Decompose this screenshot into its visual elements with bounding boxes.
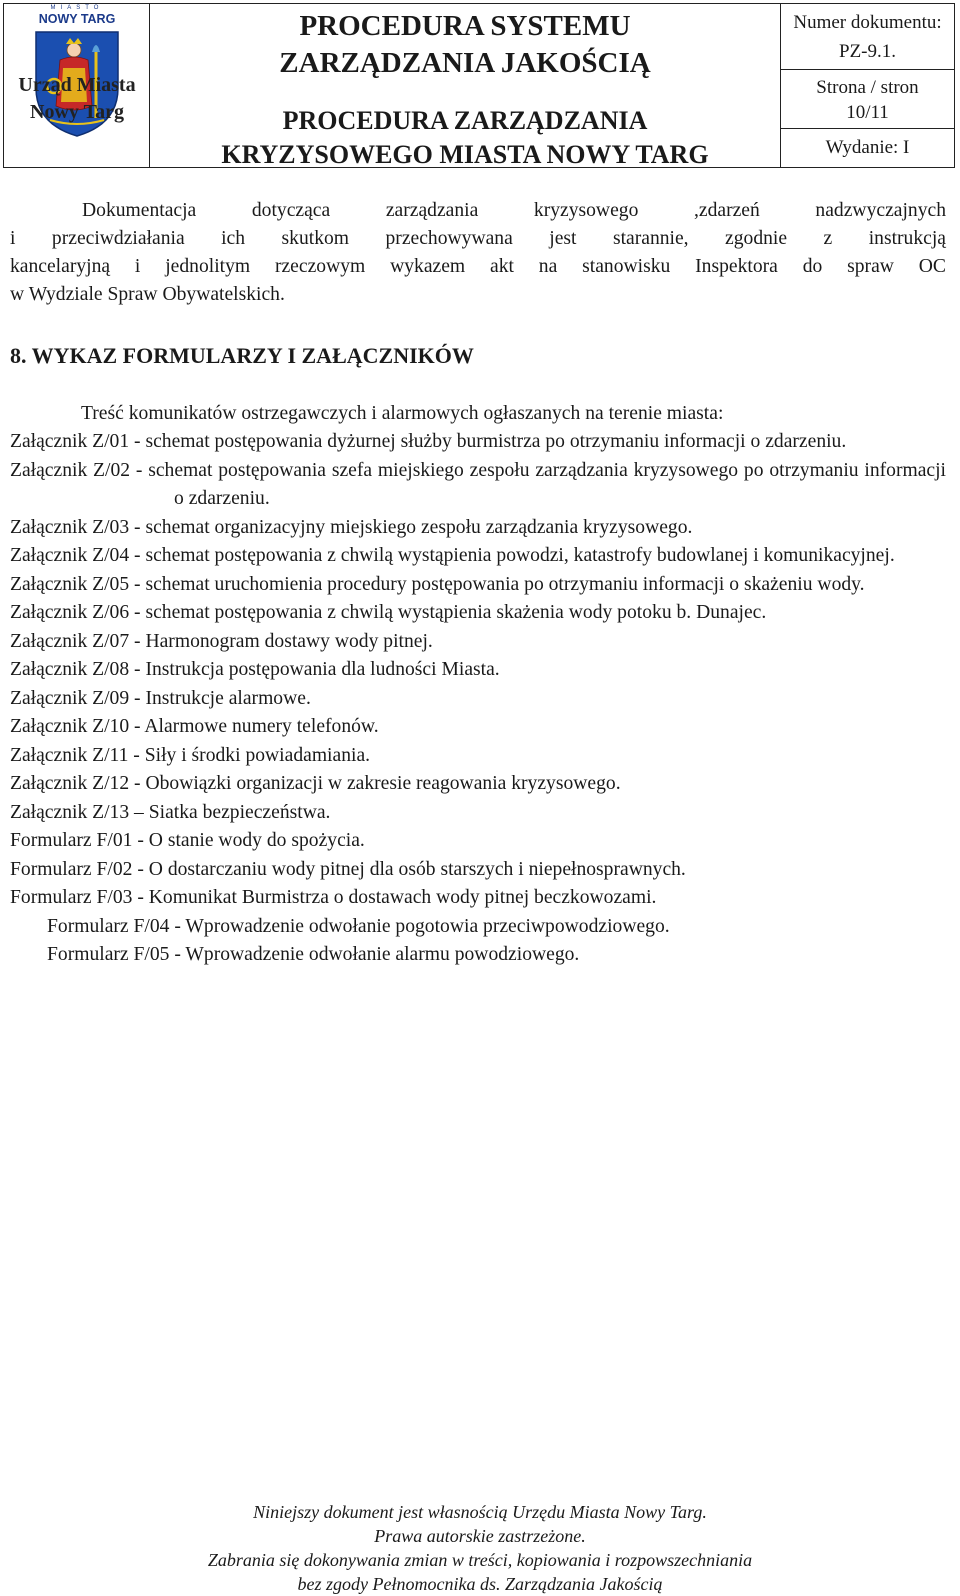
footer-line: Zabrania się dokonywania zmian w treści, kopiowania i rozpowszechniania [207,1550,753,1570]
list-item: Załącznik Z/01 - schemat postępowania dyżurnej służby burmistrza po otrzymaniu informacji o zdarzeniu. [10,431,847,452]
doc-number: PZ-9.1. [839,41,896,62]
list-item: Formularz F/04 - Wprowadzenie odwołanie pogotowia przeciwpowodziowego. [47,915,670,937]
page-cell [781,70,954,129]
list-item: Formularz F/02 - O dostarczaniu wody pitnej dla osób starszych i niepełnosprawnych. [10,858,686,880]
list-item: Załącznik Z/05 - schemat uruchomienia procedury postępowania po otrzymaniu informacji o skażeniu wody. [10,573,865,595]
logo-city-small: MIASTO [50,5,104,11]
paragraph-line: Dokumentacja dotycząca zarządzania kryzysowego ,zdarzeń nadzwyczajnych [82,200,946,221]
subtitle-line-1: PROCEDURA ZARZĄDZANIA [282,106,648,135]
list-item: Załącznik Z/06 - schemat postępowania z chwilą wystąpienia skażenia wody potoku b. Dunajec. [10,602,767,623]
list-item: Załącznik Z/11 - Siły i środki powiadamiania. [10,744,371,766]
document-title [150,8,780,82]
footer-line: bez zgody Pełnomocnika ds. Zarządzania Jakością [297,1574,663,1594]
list-item: Załącznik Z/09 - Instrukcje alarmowe. [10,687,311,709]
document-header [3,3,955,168]
office-line-1: Urząd Miasta [18,74,136,96]
page-footer [0,1500,960,1596]
list-item: Załącznik Z/08 - Instrukcja postępowania dla ludności Miasta. [10,659,500,680]
title-line-2: ZARZĄDZANIA JAKOŚCIĄ [279,47,651,79]
paragraph-line: i przeciwdziałania ich skutkom przechowywana jest starannie, zgodnie z instrukcją [10,228,946,249]
footer-line: Niniejszy dokument jest własnością Urzędu Miasta Nowy Targ. [253,1502,707,1522]
doc-number-cell [781,4,954,70]
list-item: Formularz F/03 - Komunikat Burmistrza o dostawach wody pitnej beczkowozami. [10,887,657,908]
section-title: 8. WYKAZ FORMULARZY I ZAŁĄCZNIKÓW [10,343,474,368]
list-item: Załącznik Z/13 – Siatka bezpieczeństwa. [10,801,331,823]
edition: Wydanie: I [825,137,910,158]
list-item: Załącznik Z/12 - Obowiązki organizacji w zakresie reagowania kryzysowego. [10,773,621,794]
title-line-1: PROCEDURA SYSTEMU [299,10,631,42]
documentation-paragraph [10,197,946,309]
list-item: Załącznik Z/02 - schemat postępowania szefa miejskiego zespołu zarządzania kryzysowego po otrzymaniu informacji o zdarzeniu. [10,459,946,509]
page-number: 10/11 [846,102,889,123]
subtitle-line-2: KRYZYSOWEGO MIASTA NOWY TARG [221,140,709,169]
doc-number-label: Numer dokumentu: [793,12,942,33]
page-label: Strona / stron [816,77,919,98]
title-cell [150,4,781,167]
logo-cell [4,4,150,167]
attachments-list [10,428,946,970]
list-item: Załącznik Z/10 - Alarmowe numery telefonów. [10,716,379,737]
list-item: Załącznik Z/04 - schemat postępowania z chwilą wystąpienia powodzi, katastrofy budowlanej i komunikacyjnej. [10,545,895,566]
paragraph-line: w Wydziale Spraw Obywatelskich. [10,284,285,305]
list-item: Formularz F/05 - Wprowadzenie odwołanie alarmu powodziowego. [47,944,580,965]
paragraph-line: kancelaryjną i jednolitym rzeczowym wykazem akt na stanowisku Inspektora do spraw OC [10,256,946,277]
list-item: Formularz F/01 - O stanie wody do spożycia. [10,830,365,851]
document-subtitle [150,104,780,172]
edition-cell [781,129,954,167]
footer-line: Prawa autorskie zastrzeżone. [374,1526,586,1546]
office-line-2: Nowy Targ [30,101,124,123]
office-name [4,72,150,126]
intro-text: Treść komunikatów ostrzegawczych i alarmowych ogłaszanych na terenie miasta: [81,403,724,424]
meta-cell [781,4,954,167]
logo-city-name: NOWY TARG [38,12,116,26]
list-item: Załącznik Z/07 - Harmonogram dostawy wody pitnej. [10,630,433,652]
list-item: Załącznik Z/03 - schemat organizacyjny miejskiego zespołu zarządzania kryzysowego. [10,516,693,538]
